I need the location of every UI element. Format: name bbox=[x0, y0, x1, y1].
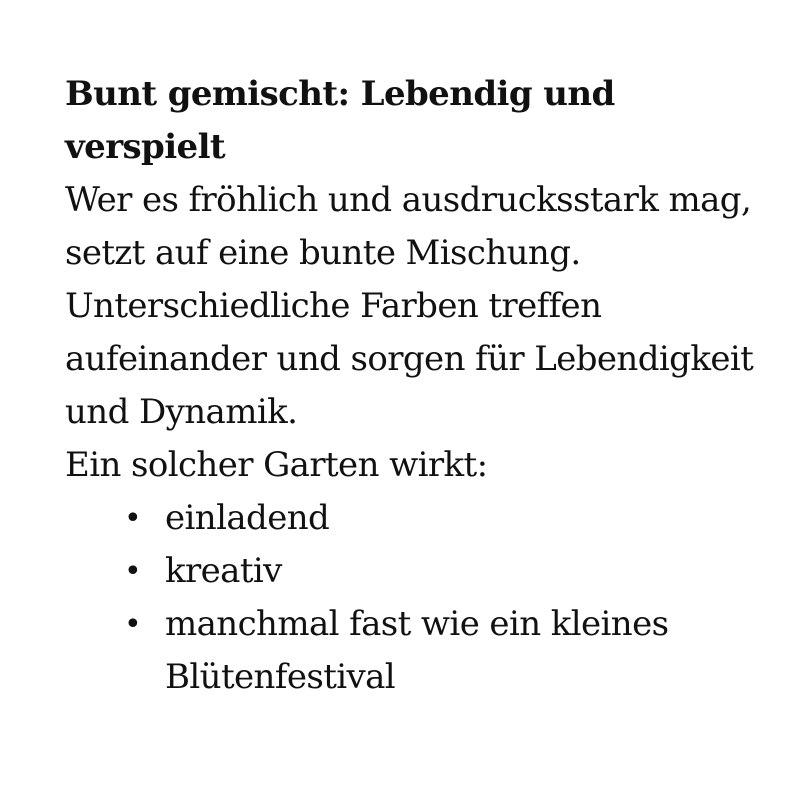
bullet-icon: • bbox=[124, 501, 142, 536]
list-item-text: einladend bbox=[165, 498, 330, 538]
list-item bbox=[124, 598, 765, 704]
list-item-text: manchmal fast wie ein kleines Blütenfestival bbox=[165, 604, 669, 697]
bullet-icon: • bbox=[124, 607, 142, 642]
body-paragraph: Wer es fröhlich und ausdrucksstark mag, setzt auf eine bunte Mischung. Unterschiedliche Farben treffen aufeinander und sorgen für Lebendigkeit und Dynamik. bbox=[65, 180, 754, 432]
list-item bbox=[124, 545, 765, 598]
list-item-text: kreativ bbox=[165, 551, 282, 591]
list-item bbox=[124, 492, 765, 545]
bullet-list bbox=[65, 492, 765, 704]
section-heading: Bunt gemischt: Lebendig und verspielt bbox=[65, 74, 615, 167]
bullet-icon: • bbox=[124, 554, 142, 589]
list-intro: Ein solcher Garten wirkt: bbox=[65, 445, 488, 485]
document-content bbox=[65, 68, 765, 704]
